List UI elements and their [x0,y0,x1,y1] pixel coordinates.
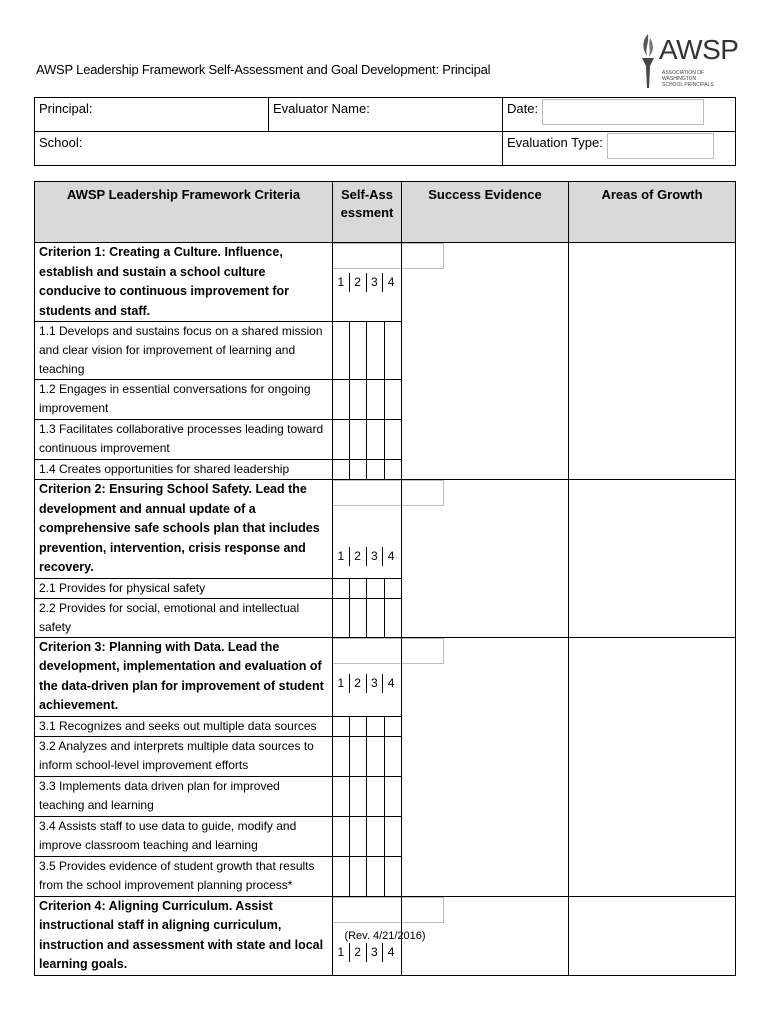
evaluation-type-input[interactable] [607,133,714,159]
rating-option[interactable]: 2 [350,674,367,693]
indicator-rating-cell[interactable] [350,816,367,856]
indicator-rating-cell[interactable] [350,420,367,460]
areas-of-growth-header: Areas of Growth [569,182,736,243]
indicator-rating-cell[interactable] [333,598,350,637]
indicator-rating-cell[interactable] [350,856,367,896]
areas-of-growth-cell[interactable] [569,243,736,480]
logo-subtitle-line-1: ASSOCIATION OF WASHINGTON [662,70,705,82]
evaluator-field[interactable] [269,98,503,132]
criteria-header: AWSP Leadership Framework Criteria [35,182,333,243]
indicator-rating-cell[interactable] [333,856,350,896]
logo-wordmark: AWSP [659,34,739,65]
criterion-row [35,243,736,322]
indicator-rating-cell[interactable] [350,598,367,637]
criterion-title: Criterion 3: Planning with Data. Lead the development, implementation and evaluation of the data-driven plan for improvement of student achievement. [35,637,333,716]
indicator-rating-cell[interactable] [367,856,385,896]
indicator-rating-cell[interactable] [350,322,367,380]
indicator-text: 1.4 Creates opportunities for shared leadership [35,460,333,480]
criterion-row [35,480,736,579]
rating-option[interactable]: 1 [333,674,350,693]
indicator-rating-cell[interactable] [367,578,385,598]
evaluation-type-label: Evaluation Type: [507,135,603,150]
indicator-rating-cell[interactable] [367,816,385,856]
indicator-rating-cell[interactable] [367,598,385,637]
torch-icon [637,32,659,90]
indicator-rating-cell[interactable] [385,380,402,420]
indicator-text: 1.1 Develops and sustains focus on a shared mission and clear vision for improvement of learning and teaching [35,322,333,380]
rating-scale [333,547,399,566]
indicator-rating-cell[interactable] [367,420,385,460]
rating-option[interactable]: 4 [387,549,395,563]
info-table [34,97,736,166]
document-title: AWSP Leadership Framework Self-Assessment and Goal Development: Principal [36,62,491,77]
school-label: School: [39,135,83,150]
framework-table-body [35,243,736,976]
indicator-rating-cell[interactable] [385,736,402,776]
indicator-rating-cell[interactable] [367,716,385,736]
indicator-rating-cell[interactable] [333,816,350,856]
indicator-rating-cell[interactable] [350,578,367,598]
criterion-self-assessment[interactable] [333,637,402,716]
indicator-rating-cell[interactable] [385,578,402,598]
success-evidence-cell[interactable] [402,243,569,480]
indicator-rating-cell[interactable] [385,322,402,380]
indicator-rating-cell[interactable] [385,420,402,460]
principal-field[interactable] [35,98,269,132]
indicator-rating-cell[interactable] [350,460,367,480]
indicator-rating-cell[interactable] [385,716,402,736]
success-evidence-cell[interactable] [402,480,569,638]
evaluation-type-field[interactable] [503,132,736,166]
indicator-text: 3.5 Provides evidence of student growth that results from the school improvement planning process* [35,856,333,896]
indicator-rating-cell[interactable] [333,578,350,598]
indicator-rating-cell[interactable] [333,460,350,480]
rating-option[interactable]: 3 [367,547,384,566]
indicator-text: 1.3 Facilitates collaborative processes leading toward continuous improvement [35,420,333,460]
indicator-rating-cell[interactable] [350,776,367,816]
rating-option[interactable]: 1 [333,943,350,962]
success-evidence-cell[interactable] [402,637,569,896]
indicator-text: 1.2 Engages in essential conversations for ongoing improvement [35,380,333,420]
indicator-rating-cell[interactable] [333,736,350,776]
criterion-self-assessment[interactable] [333,243,402,322]
self-assessment-header: Self-Assessment [333,182,402,243]
rating-option[interactable]: 2 [350,547,367,566]
indicator-rating-cell[interactable] [350,380,367,420]
date-input[interactable] [542,99,704,125]
indicator-text: 3.4 Assists staff to use data to guide, modify and improve classroom teaching and learning [35,816,333,856]
areas-of-growth-cell[interactable] [569,637,736,896]
rating-option[interactable]: 2 [350,943,367,962]
indicator-rating-cell[interactable] [367,460,385,480]
date-field[interactable] [503,98,736,132]
indicator-rating-cell[interactable] [333,776,350,816]
indicator-rating-cell[interactable] [367,776,385,816]
rating-option[interactable]: 2 [350,273,367,292]
principal-label: Principal: [39,101,93,116]
indicator-rating-cell[interactable] [333,716,350,736]
areas-of-growth-cell[interactable] [569,480,736,638]
indicator-rating-cell[interactable] [350,716,367,736]
rating-option[interactable]: 1 [333,273,350,292]
criterion-title: Criterion 1: Creating a Culture. Influence, establish and sustain a school culture conducive to continuous improvement for students and staff. [35,243,333,322]
indicator-rating-cell[interactable] [385,776,402,816]
indicator-text: 2.1 Provides for physical safety [35,578,333,598]
indicator-rating-cell[interactable] [385,460,402,480]
indicator-rating-cell[interactable] [385,856,402,896]
indicator-rating-cell[interactable] [350,736,367,776]
revision-note: (Rev. 4/21/2016) [344,930,426,942]
rating-option[interactable]: 3 [367,943,384,962]
rating-option[interactable]: 3 [367,674,384,693]
criterion-row [35,637,736,716]
indicator-rating-cell[interactable] [385,816,402,856]
framework-table [34,181,736,976]
indicator-rating-cell[interactable] [367,380,385,420]
rating-scale [333,943,399,962]
rating-option[interactable]: 1 [333,547,350,566]
indicator-text: 2.2 Provides for social, emotional and intellectual safety [35,598,333,637]
indicator-text: 3.3 Implements data driven plan for improved teaching and learning [35,776,333,816]
indicator-rating-cell[interactable] [367,322,385,380]
rating-option[interactable]: 4 [387,275,395,289]
indicator-rating-cell[interactable] [367,736,385,776]
logo-subtitle [662,70,737,88]
rating-scale [333,674,399,693]
criterion-title: Criterion 4: Aligning Curriculum. Assist instructional staff in aligning curriculum, instruction and assessment with state and local learning goals. [35,896,333,975]
criterion-title: Criterion 2: Ensuring School Safety. Lead the development and annual update of a comprehensive safe schools plan that includes prevention, intervention, crisis response and recovery. [35,480,333,579]
school-field[interactable] [35,132,503,166]
indicator-rating-cell[interactable] [333,380,350,420]
date-label: Date: [507,101,539,116]
logo-subtitle-line-2: SCHOOL PRINCIPALS [662,82,714,88]
indicator-rating-cell[interactable] [333,420,350,460]
success-evidence-header: Success Evidence [402,182,569,243]
rating-option[interactable]: 4 [387,675,395,690]
awsp-logo [637,32,737,92]
rating-scale [333,273,399,292]
indicator-rating-cell[interactable] [385,598,402,637]
indicator-text: 3.1 Recognizes and seeks out multiple data sources [35,716,333,736]
indicator-rating-cell[interactable] [333,322,350,380]
rating-option[interactable]: 4 [387,944,395,959]
evaluator-label: Evaluator Name: [273,101,370,116]
indicator-text: 3.2 Analyzes and interprets multiple data sources to inform school-level improvement efforts [35,736,333,776]
criterion-self-assessment[interactable] [333,480,402,579]
rating-option[interactable]: 3 [367,273,384,292]
